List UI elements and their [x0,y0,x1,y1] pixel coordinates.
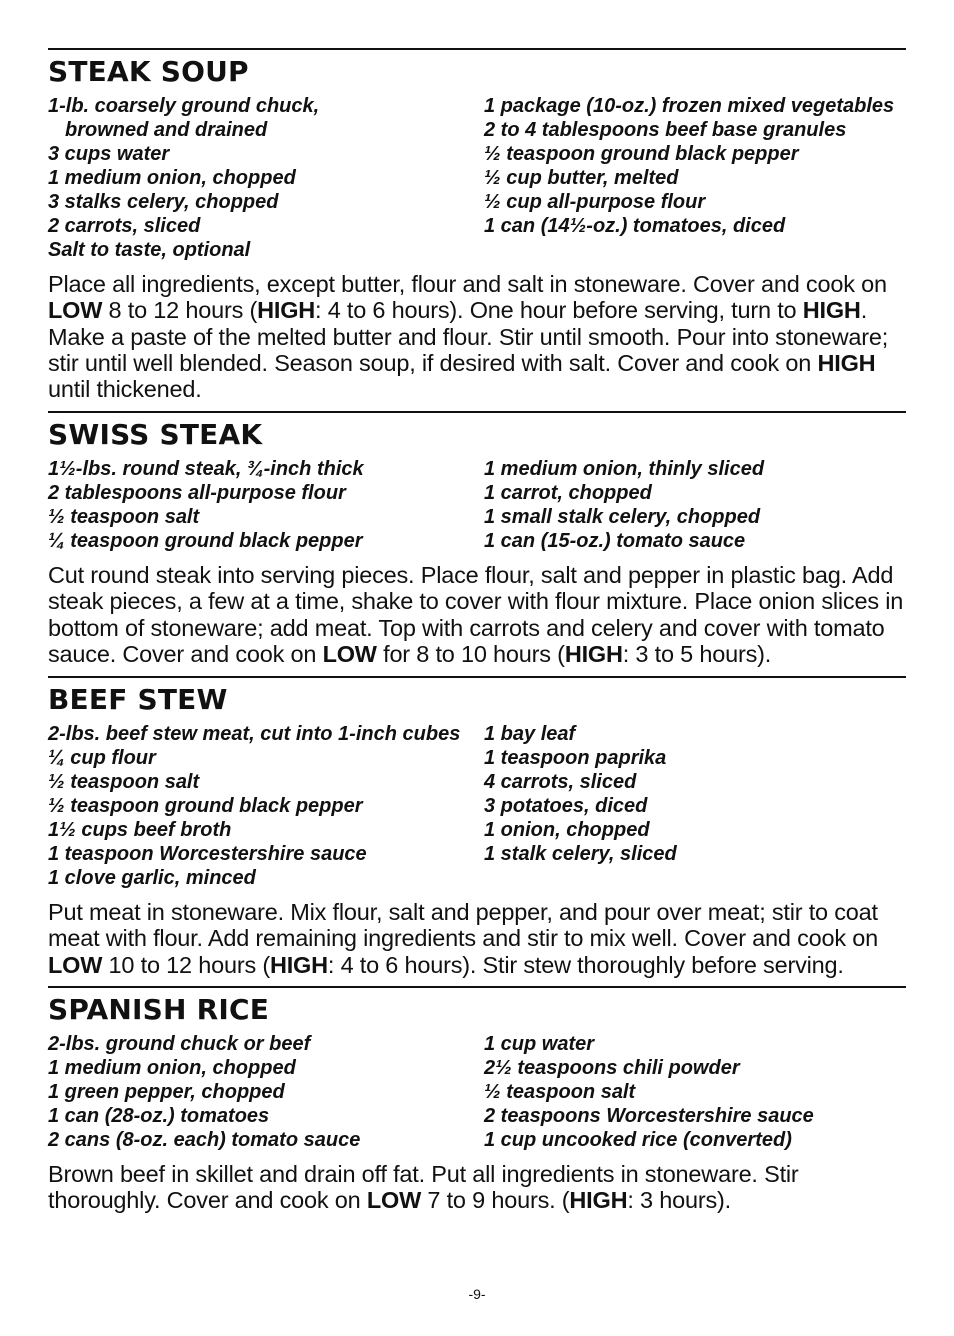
directions-text: for 8 to 10 hours ( [376,640,565,667]
ingredient-item: 1½ cups beef broth [48,819,232,841]
ingredient-item: 1 onion, chopped [484,819,650,841]
ingredient-item: 1 stalk celery, sliced [484,843,677,865]
recipe-title: SPANISH RICE [48,993,270,1026]
directions-text: Cut round steak into serving pieces. Place flour, salt and pepper in plastic bag. Add steak pieces, a few at a time, shake to cover with flour mixture. Place onion slices in bottom of stoneware; add meat. Top with carrots and celery and cover with tomato sauce. Cover and cook on [48,562,904,667]
ingredient-column-left [48,94,484,262]
ingredient-item: 1 package (10-oz.) frozen mixed vegetables [484,95,895,117]
ingredient-item: 1 medium onion, chopped [48,167,296,189]
ingredient-item: 3 potatoes, diced [484,795,648,817]
ingredient-item: 2 cans (8-oz. each) tomato sauce [48,1129,361,1151]
setting-keyword: HIGH [569,1187,628,1214]
recipe-title: BEEF STEW [48,683,228,716]
page-number: -9- [468,1286,486,1302]
directions-text: Put meat in stoneware. Mix flour, salt and pepper, and pour over meat; stir to coat meat with flour. Add remaining ingredients and stir to mix well. Cover and cook on [48,899,879,952]
setting-keyword: LOW [48,297,103,324]
directions-text: 10 to 12 hours ( [102,951,270,978]
recipe-swiss-steak [48,411,906,667]
section-divider [48,986,906,988]
recipe-spanish-rice [48,986,906,1214]
ingredient-item: 2 tablespoons all-purpose flour [48,482,346,504]
ingredient-item: 4 carrots, sliced [484,771,637,793]
ingredient-column-left [48,722,484,890]
directions-text: : 3 hours). [627,1187,731,1214]
directions-text: Place all ingredients, except butter, flour and salt in stoneware. Cover and cook on [48,271,887,297]
ingredient-column-left [48,1032,484,1152]
ingredient-item: 1 small stalk celery, chopped [484,506,761,528]
recipe-steak-soup [48,48,906,402]
ingredient-list [48,1032,906,1152]
ingredient-column-right [484,457,906,553]
ingredient-item: 2-lbs. beef stew meat, cut into 1-inch cubes [48,723,461,745]
ingredient-item: 2 carrots, sliced [48,215,201,237]
directions-text: : 4 to 6 hours). Stir stew thoroughly before serving. [327,951,844,978]
ingredient-item: 1 green pepper, chopped [48,1081,285,1103]
directions-text: until thickened. [48,376,202,403]
ingredient-item: Salt to taste, optional [48,239,251,261]
recipe-directions [48,271,906,402]
section-divider [48,411,906,413]
ingredient-item: 1 medium onion, chopped [48,1057,296,1079]
ingredient-item: 1 clove garlic, minced [48,867,256,889]
ingredient-column-right [484,722,906,890]
ingredient-item: 3 cups water [48,143,170,165]
ingredient-column-right [484,1032,906,1152]
ingredient-item: ½ teaspoon salt [484,1081,636,1103]
ingredient-column-right [484,94,906,262]
ingredient-item: ¼ cup flour [48,747,156,769]
ingredient-item: 2 to 4 tablespoons beef base granules [484,119,847,141]
ingredient-item: ½ teaspoon salt [48,506,200,528]
ingredient-column-left [48,457,484,553]
ingredient-list [48,457,906,553]
section-divider [48,48,906,50]
recipe-directions [48,899,906,978]
ingredient-item: ½ cup butter, melted [484,167,679,189]
ingredient-list [48,722,906,890]
directions-text: . Make a paste of the melted butter and flour. Stir until smooth. Pour into stoneware; stir until well blended. Season soup, if desired with salt. Cover and cook on [48,297,889,376]
recipe-directions [48,562,906,667]
ingredient-item: 3 stalks celery, chopped [48,191,279,213]
ingredient-item: 1½-lbs. round steak, ¾-inch thick [48,458,364,480]
ingredient-item: 1 can (15-oz.) tomato sauce [484,530,746,552]
ingredient-list [48,94,906,262]
recipe-title: SWISS STEAK [48,418,263,451]
ingredient-item: 2½ teaspoons chili powder [484,1057,740,1079]
directions-text: : 4 to 6 hours). One hour before serving, turn to [315,297,803,324]
setting-keyword: LOW [366,1187,422,1214]
ingredient-item: browned and drained [65,119,268,141]
section-divider [48,676,906,678]
ingredient-item: 1 can (14½-oz.) tomatoes, diced [484,215,786,237]
ingredient-item: 2-lbs. ground chuck or beef [48,1033,311,1055]
directions-text: 8 to 12 hours ( [102,297,258,324]
ingredient-item: 1 medium onion, thinly sliced [484,458,765,480]
directions-text: : 3 to 5 hours). [622,640,772,667]
ingredient-item: ½ teaspoon ground black pepper [48,795,363,817]
ingredient-item: ½ cup all-purpose flour [484,191,706,213]
ingredient-item: 1-lb. coarsely ground chuck, [48,95,320,117]
directions-text: Brown beef in skillet and drain off fat. Put all ingredients in stoneware. Stir thoroughly. Cover and cook on [48,1161,799,1214]
ingredient-item: 2 teaspoons Worcestershire sauce [484,1105,814,1127]
ingredient-item: 1 cup uncooked rice (converted) [484,1129,792,1151]
recipe-beef-stew [48,676,906,978]
setting-keyword: HIGH [257,297,316,324]
ingredient-item: ½ teaspoon salt [48,771,200,793]
ingredient-item: ¼ teaspoon ground black pepper [48,530,363,552]
recipe-title: STEAK SOUP [48,55,249,88]
recipe-directions [48,1161,906,1214]
setting-keyword: HIGH [817,349,876,376]
ingredient-item: 1 bay leaf [484,723,576,745]
ingredient-item: 1 teaspoon paprika [484,747,667,769]
setting-keyword: LOW [322,640,377,667]
setting-keyword: HIGH [269,951,328,978]
setting-keyword: HIGH [802,297,861,324]
ingredient-item: 1 cup water [484,1033,595,1055]
ingredient-item: 1 can (28-oz.) tomatoes [48,1105,270,1127]
ingredient-item: ½ teaspoon ground black pepper [484,143,799,165]
directions-text: 7 to 9 hours. ( [421,1187,570,1214]
ingredient-item: 1 carrot, chopped [484,482,652,504]
setting-keyword: LOW [48,951,103,978]
setting-keyword: HIGH [564,640,623,667]
ingredient-item: 1 teaspoon Worcestershire sauce [48,843,367,865]
